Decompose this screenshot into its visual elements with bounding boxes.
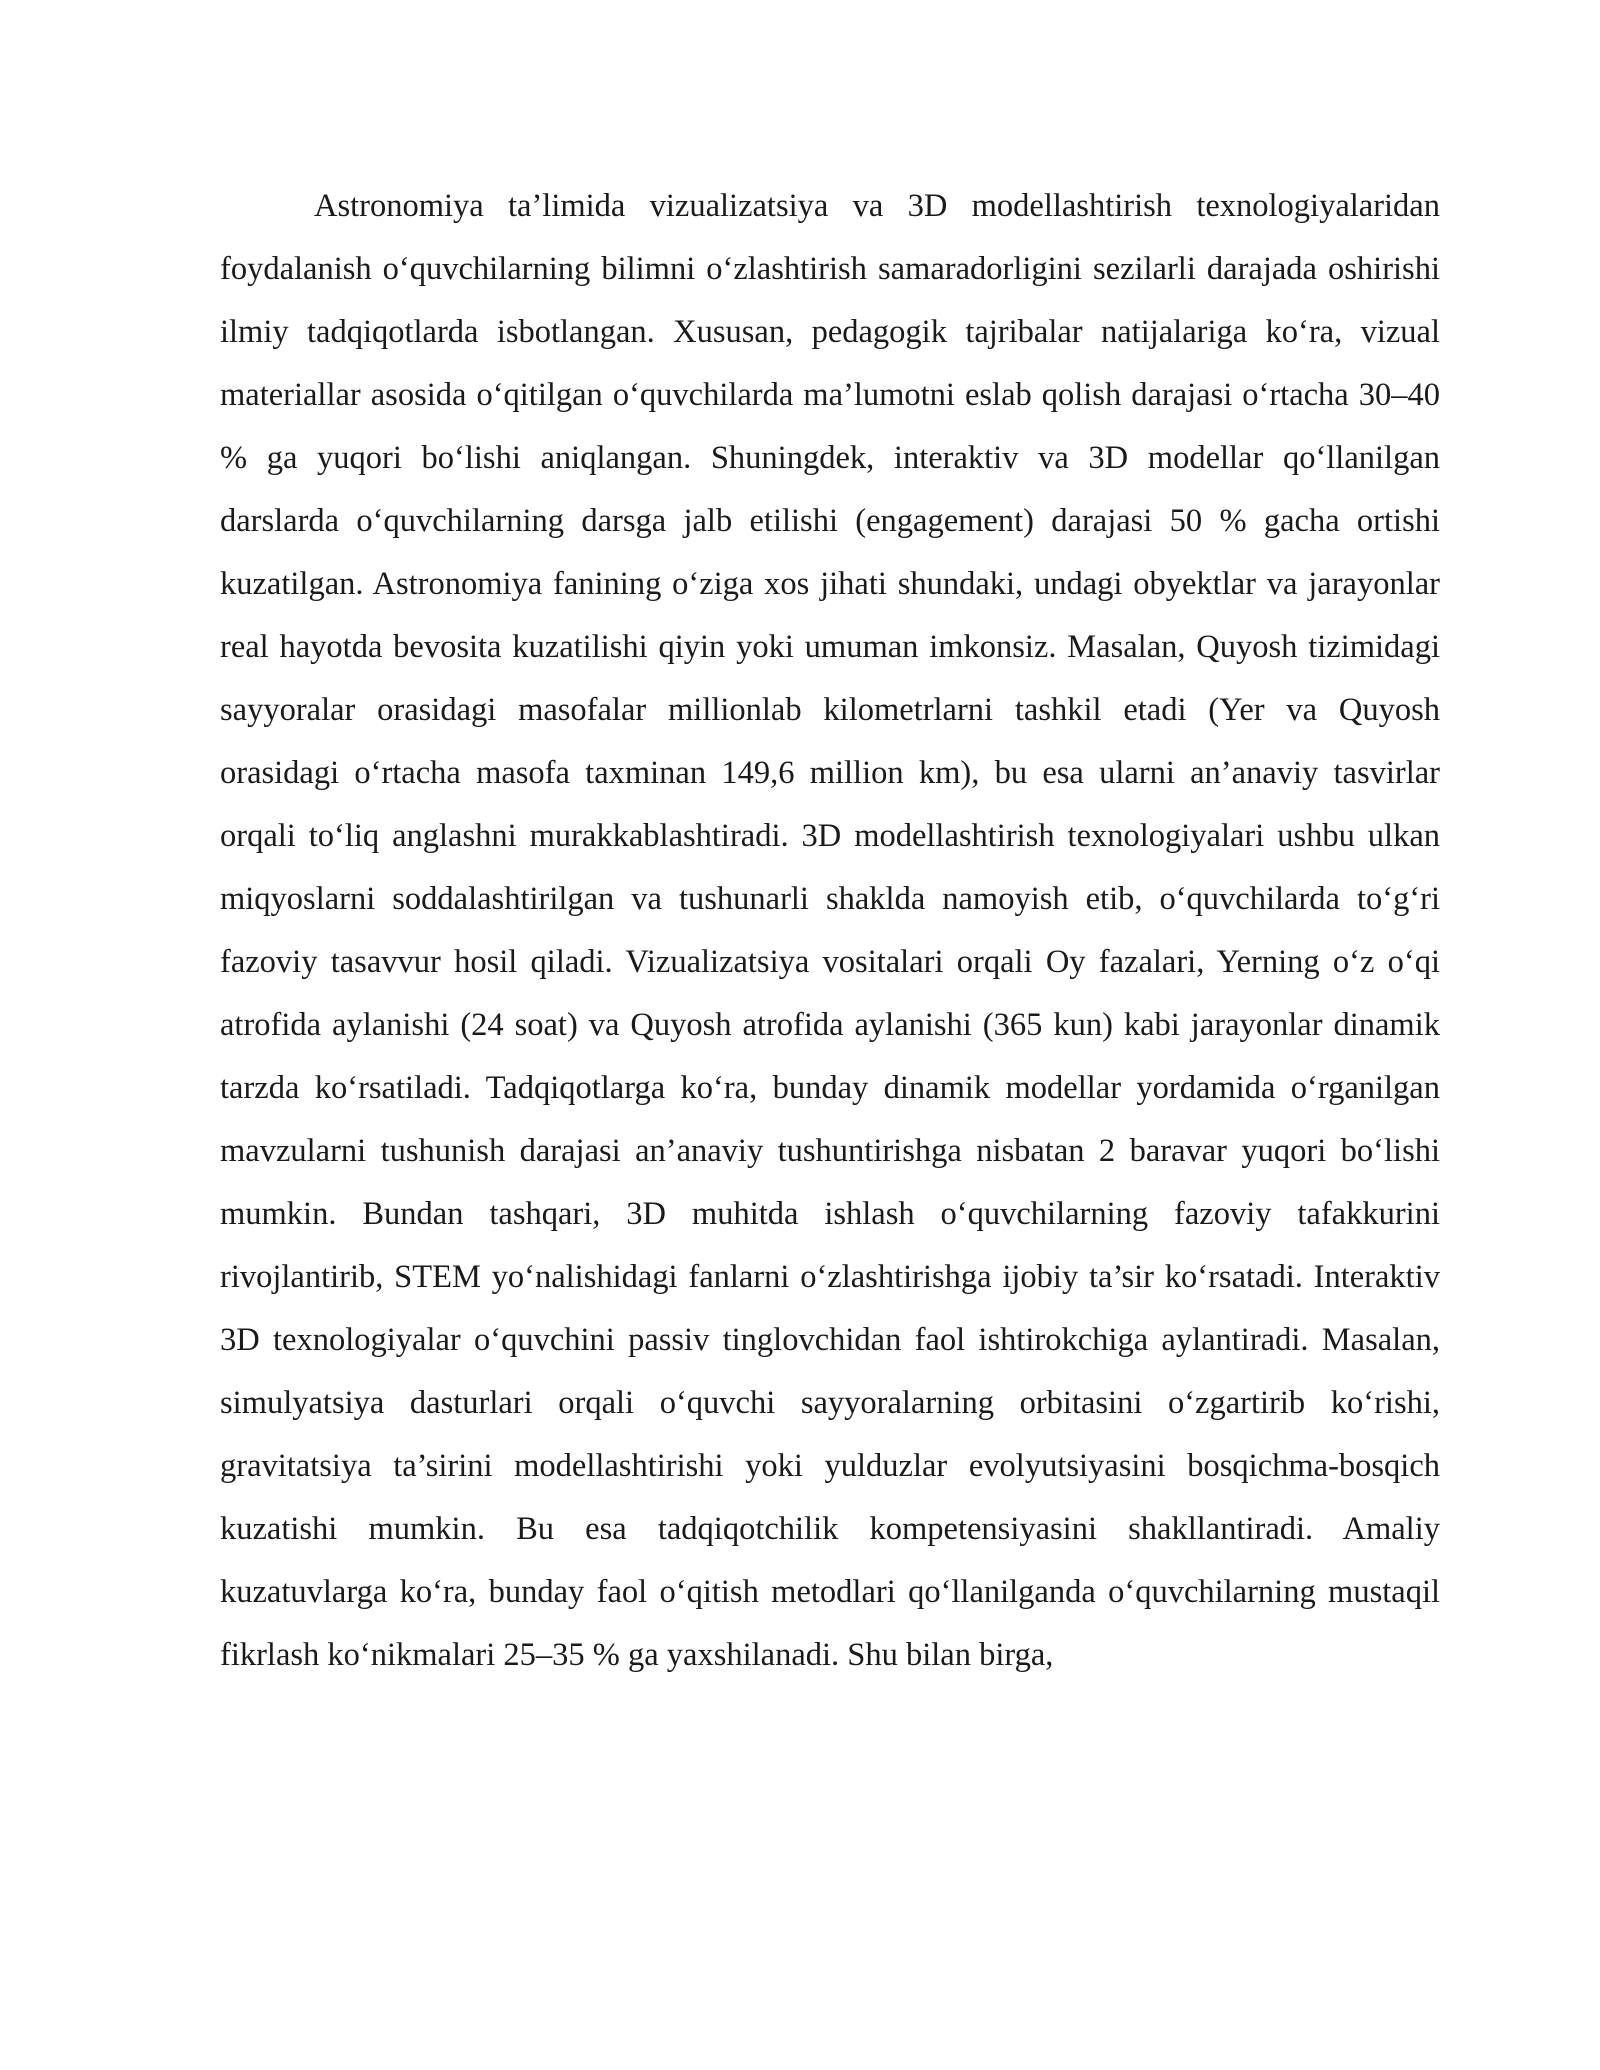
document-body [220, 175, 1440, 1687]
body-paragraph: Astronomiya ta’limida vizualizatsiya va 3D modellashtirish texnologiyalaridan foydalanish o‘quvchilarning bilimni o‘zlashtirish samaradorligini sezilarli darajada oshirishi ilmiy tadqiqotlarda isbotlangan. Xususan, pedagogik tajribalar natijalariga ko‘ra, vizual materiallar asosida o‘qitilgan o‘quvchilarda ma’lumotni eslab qolish darajasi o‘rtacha 30–40 % ga yuqori bo‘lishi aniqlangan. Shuningdek, interaktiv va 3D modellar qo‘llanilgan darslarda o‘quvchilarning darsga jalb etilishi (engagement) darajasi 50 % gacha ortishi kuzatilgan. Astronomiya fanining o‘ziga xos jihati shundaki, undagi obyektlar va jarayonlar real hayotda bevosita kuzatilishi qiyin yoki umuman imkonsiz. Masalan, Quyosh tizimidagi sayyoralar orasidagi masofalar millionlab kilometrlarni tashkil etadi (Yer va Quyosh orasidagi o‘rtacha masofa taxminan 149,6 million km), bu esa ularni an’anaviy tasvirlar orqali to‘liq anglashni murakkablashtiradi. 3D modellashtirish texnologiyalari ushbu ulkan miqyoslarni soddalashtirilgan va tushunarli shaklda namoyish etib, o‘quvchilarda to‘g‘ri fazoviy tasavvur hosil qiladi. Vizualizatsiya vositalari orqali Oy fazalari, Yerning o‘z o‘qi atrofida aylanishi (24 soat) va Quyosh atrofida aylanishi (365 kun) kabi jarayonlar dinamik tarzda ko‘rsatiladi. Tadqiqotlarga ko‘ra, bunday dinamik modellar yordamida o‘rganilgan mavzularni tushunish darajasi an’anaviy tushuntirishga nisbatan 2 baravar yuqori bo‘lishi mumkin. Bundan tashqari, 3D muhitda ishlash o‘quvchilarning fazoviy tafakkurini rivojlantirib, STEM yo‘nalishidagi fanlarni o‘zlashtirishga ijobiy ta’sir ko‘rsatadi. Interaktiv 3D texnologiyalar o‘quvchini passiv tinglovchidan faol ishtirokchiga aylantiradi. Masalan, simulyatsiya dasturlari orqali o‘quvchi sayyoralarning orbitasini o‘zgartirib ko‘rishi, gravitatsiya ta’sirini modellashtirishi yoki yulduzlar evolyutsiyasini bosqichma-bosqich kuzatishi mumkin. Bu esa tadqiqotchilik kompetensiyasini shakllantiradi. Amaliy kuzatuvlarga ko‘ra, bunday faol o‘qitish metodlari qo‘llanilganda o‘quvchilarning mustaqil fikrlash ko‘nikmalari 25–35 % ga yaxshilanadi. Shu bilan birga, [220, 188, 1440, 1673]
